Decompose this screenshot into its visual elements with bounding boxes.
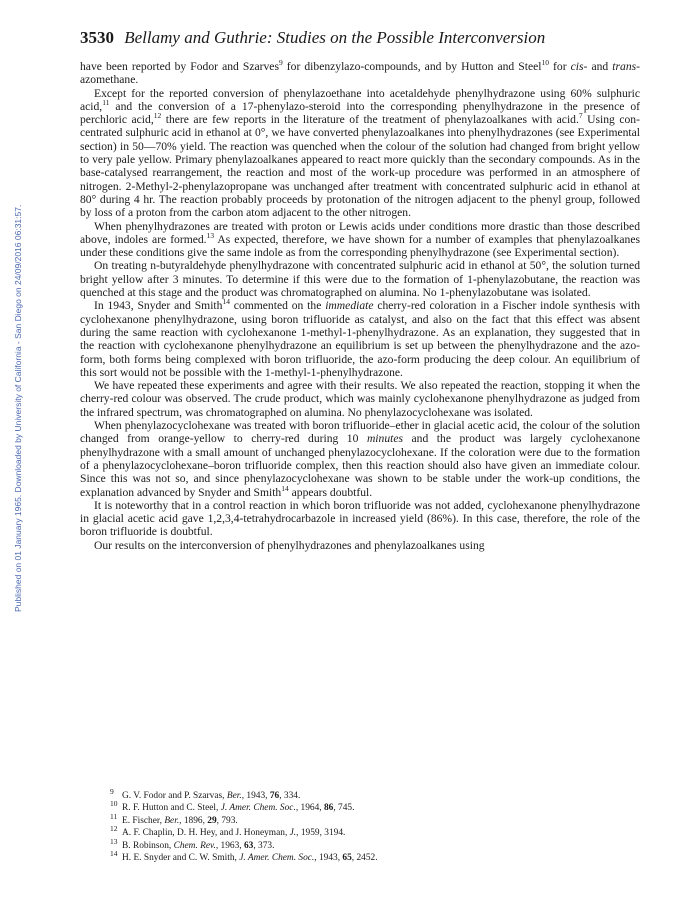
paragraph-5 bbox=[80, 299, 640, 379]
citation-ref: 13 bbox=[206, 231, 215, 240]
footnote-page: , 2452. bbox=[351, 853, 378, 864]
footnote-page: , 793. bbox=[216, 815, 238, 826]
footnote-volume: 65 bbox=[342, 853, 352, 864]
text-run: and bbox=[587, 60, 613, 73]
italic-term: minutes bbox=[366, 432, 404, 446]
footnote: 12 A. F. Chaplin, D. H. Hey, and J. Honeyman, J., 1959, 3194. bbox=[110, 824, 346, 839]
text-run: As expected, therefore, we have shown for a number of examples that phenylazoalkanes under these conditions give the same indole as from the corresponding phenylhydrazone (see Experimental section). bbox=[80, 232, 641, 260]
citation-ref: 10 bbox=[541, 58, 549, 68]
footnotes bbox=[110, 786, 630, 864]
footnote-journal: J. Amer. Chem. Soc. bbox=[220, 803, 296, 814]
text-run: there are few reports in the literature of the treatment of phenylazoalkanes with acid. bbox=[161, 113, 579, 127]
footnote: 10 R. F. Hutton and C. Steel, J. Amer. Chem. Soc., 1964, 86, 745. bbox=[110, 799, 355, 814]
text-run: cherry-red coloration in a Fischer indole synthesis with cyclohexanone phenylhydrazone, using boron trifluoride as catalyst, and also on the fact that this effect was absent during the same reaction with cyclohexanone 1-methyl-1-phenylhydrazone. As an explanation, they suggested that in the reaction with cyclohexanone phenylhydrazone an equilibrium is set up between the phenylhydrazone and the azo-form, both forms being complexed with boron trifluoride, the azo-form producing the deep colour. An equilibrium of this sort would not be possible with the 1-methyl-1-phenylhydrazone. bbox=[80, 299, 640, 379]
citation-ref: 14 bbox=[222, 297, 230, 307]
citation-ref: 7 bbox=[578, 111, 583, 121]
footnote: 13 B. Robinson, Chem. Rev., 1963, 63, 373. bbox=[110, 836, 275, 851]
download-stamp bbox=[6, 92, 23, 612]
footnote-volume: 63 bbox=[243, 840, 254, 851]
footnote-year: , 1964, bbox=[295, 803, 324, 814]
footnote-authors: A. F. Chaplin, D. H. Hey, and J. Honeyman, bbox=[122, 828, 290, 839]
paragraph-1 bbox=[80, 60, 640, 87]
footnote-year: , 1959, bbox=[296, 828, 325, 839]
footnote-journal: J. bbox=[289, 828, 297, 839]
footnote-year: , 1963, bbox=[215, 840, 244, 851]
footnote-page: 3194. bbox=[324, 828, 346, 839]
text-run: azomethane. bbox=[80, 73, 139, 87]
paragraph-7 bbox=[80, 419, 640, 499]
footnote-authors: G. V. Fodor and P. Szarvas, bbox=[122, 791, 227, 801]
text-run: have been reported by Fodor and Szarves bbox=[80, 60, 279, 73]
footnote-authors: R. F. Hutton and C. Steel, bbox=[122, 803, 221, 814]
footnote-authors: H. E. Snyder and C. W. Smith, bbox=[122, 853, 240, 864]
italic-term: immediate bbox=[325, 299, 374, 313]
footnote-authors: B. Robinson, bbox=[122, 840, 174, 851]
text-run: for bbox=[548, 60, 571, 73]
footnote: 14 H. E. Snyder and C. W. Smith, J. Amer. Chem. Soc., 1943, 65, 2452. bbox=[110, 848, 378, 864]
footnote-page: , 373. bbox=[253, 840, 275, 851]
paragraph-8: It is noteworthy that in a control reaction in which boron trifluoride was not added, cyclohexanone phenylhydrazone in glacial acetic acid gave 1,2,3,4-tetrahydrocarbazole in increased yield (86%). In this case, therefore, the role of the boron trifluoride is doubtful. bbox=[80, 498, 640, 539]
footnote: 11 E. Fischer, Ber., 1896, 29, 793. bbox=[110, 811, 238, 826]
page-header bbox=[80, 28, 640, 48]
footnote-journal: Chem. Rev. bbox=[173, 840, 216, 851]
paragraph-3 bbox=[80, 220, 640, 260]
paragraph-9: Our results on the interconversion of phenylhydrazones and phenylazoalkanes using bbox=[94, 538, 485, 552]
paragraph-4: On treating n-butyraldehyde phenylhydrazone with concentrated sulphuric acid in ethanol at 50°, the solution turned bright yellow after 3 minutes. To determine if this were due to the formation of 1-phenylazobutane, the reaction was quenched at this stage and the product was chromatographed on alumina. No 1-phenylazobutane was isolated. bbox=[80, 259, 640, 300]
italic-term: trans- bbox=[612, 60, 640, 73]
citation-ref: 14 bbox=[281, 483, 289, 493]
footnote-page: , 334. bbox=[279, 791, 301, 801]
footnote-year: , 1943, bbox=[241, 791, 270, 801]
footnote-year: , 1896, bbox=[179, 815, 208, 826]
footnote: 9 G. V. Fodor and P. Szarvas, Ber., 1943, 76, 334. bbox=[110, 786, 301, 801]
footnote-journal: J. Amer. Chem. Soc. bbox=[239, 853, 315, 864]
footnote-journal: Ber. bbox=[164, 815, 180, 826]
footnote-year: , 1943, bbox=[314, 853, 343, 864]
article-body bbox=[80, 60, 640, 552]
text-run: Using concentrated sulphuric acid in ethanol at 0°, we have converted phenylazoalkanes into phenylhydrazones (see Experimental section) in 50—70% yield. The reaction was quenched when the colour of the solution had changed from bright yellow to very pale yellow. Primary phenylazoalkanes appeared to react more quickly than the secondary compounds. As in the base-catalysed rearrangement, the reaction and most of the work-up procedure was performed in an atmosphere of nitrogen. 2-Methyl-2-phenylazopropane was unchanged after treatment with concentrated sulphuric acid in ethanol at 80° during 4 hr. The reaction probably proceeds by protonation of the nitrogen adjacent to the phenyl group, followed by loss of a proton from the carbon atom adjacent to the other nitrogen. bbox=[80, 113, 640, 220]
citation-ref: 11 bbox=[102, 98, 110, 108]
text-run: and the conversion of a 17-phenylazo-steroid into the corresponding phenylhydrazone in the presence of perchloric acid, bbox=[80, 99, 640, 127]
text-run: and the product was largely cyclohexanone phenylhydrazone with a small amount of unchanged phenylazocyclohexane. If the coloration were due to the formation of a phenylazocyclohexane–boron trifluoride complex, then this reaction should also have given an immediate colour. Since this was not so, and since phenylazocyclohexane was shown to be stable under the work-up conditions, the explanation advanced by Snyder and Smith bbox=[80, 432, 641, 499]
footnote-volume: 76 bbox=[269, 791, 280, 801]
text-run: In 1943, Snyder and Smith bbox=[94, 299, 223, 313]
footnote-authors: E. Fischer, bbox=[122, 815, 165, 826]
footnote-volume: 86 bbox=[323, 803, 334, 814]
text-run: commented on the bbox=[229, 299, 326, 313]
citation-ref: 9 bbox=[278, 58, 283, 68]
running-title: Bellamy and Guthrie: Studies on the Possible Interconversion bbox=[124, 28, 546, 47]
footnote-journal: Ber. bbox=[226, 791, 242, 801]
paragraph-2 bbox=[80, 87, 640, 220]
footnote-page: , 745. bbox=[333, 803, 355, 814]
text-run: When phenylhydrazones are treated with proton or Lewis acids under conditions more drastic than those described above, indoles are formed. bbox=[80, 219, 640, 246]
citation-ref: 12 bbox=[153, 111, 162, 121]
italic-term: cis- bbox=[570, 60, 588, 73]
paragraph-6: We have repeated these experiments and agree with their results. We also repeated the reaction, stopping it when the cherry-red colour was observed. The crude product, which was mainly cyclohexanone phenylhydrazone as judged from the infrared spectrum, was chromatographed on alumina. No phenylazocyclohexane was isolated. bbox=[80, 379, 640, 419]
text-run: appears doubtful. bbox=[288, 485, 373, 499]
text-run: Except for the reported conversion of phenylazoethane into acetaldehyde phenylhydrazone using 60% sulphuric acid, bbox=[80, 86, 640, 113]
download-stamp-text: Published on 01 January 1965. Downloaded by University of California - San Diego on 24/09/2016 06:31:57. bbox=[13, 204, 23, 612]
text-run: for dibenzylazo-compounds, and by Hutton and Steel bbox=[282, 60, 542, 73]
page-number: 3530 bbox=[80, 28, 114, 47]
text-run: When phenylazocyclohexane was treated with boron trifluoride–ether in glacial acetic acid, the colour of the solution changed from orange-yellow to cherry-red during 10 bbox=[80, 419, 640, 446]
footnote-volume: 29 bbox=[207, 815, 217, 826]
